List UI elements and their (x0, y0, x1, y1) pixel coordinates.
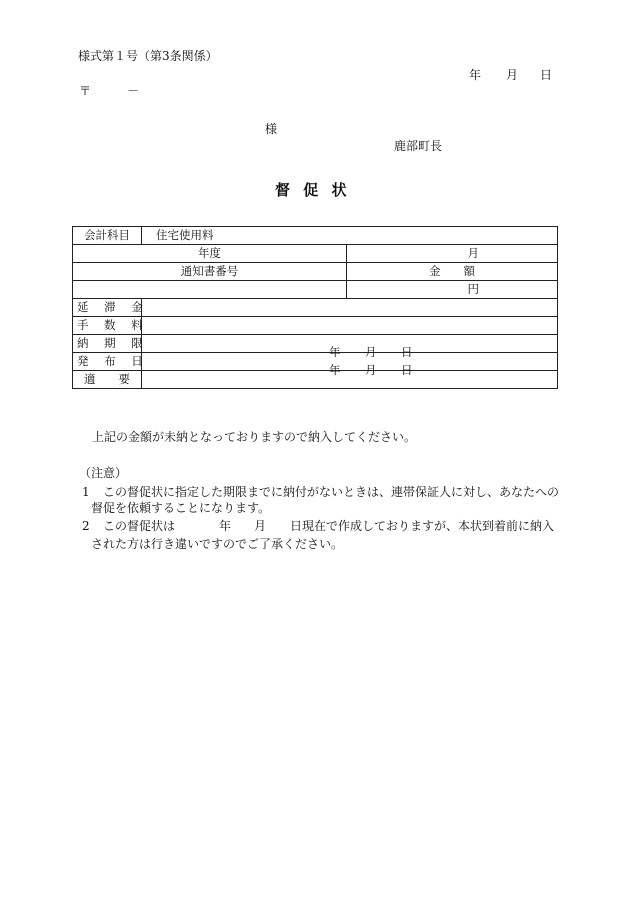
note2-prefix: この督促状は (103, 519, 176, 533)
fiscal-year-label: 年度 (73, 245, 347, 263)
table-row (73, 353, 558, 371)
note2-year: 年 (219, 519, 232, 533)
postal-dash: － (127, 84, 140, 98)
document-title: 督 促 状 (275, 181, 351, 199)
notes-heading: （注意） (79, 466, 128, 480)
table-row (73, 371, 558, 389)
due-month: 月 (365, 344, 377, 359)
due-date-label: 納 期 限 (73, 335, 142, 353)
table-row (73, 281, 558, 299)
note2-number: 2 (82, 519, 90, 533)
month-label: 月 (347, 245, 558, 263)
notice-number-value (73, 281, 347, 299)
sender-name: 鹿部町長 (394, 139, 443, 153)
remarks-label: 適 要 (73, 371, 142, 389)
account-label: 会計科目 (73, 227, 142, 245)
main-text: 上記の金額が未納となっておりますので納入してください。 (92, 430, 417, 444)
addressee-suffix: 様 (265, 122, 278, 136)
table-row (73, 335, 558, 353)
remarks-value (142, 371, 558, 389)
issue-row-day: 日 (401, 362, 413, 377)
issue-year-label: 年 (469, 68, 482, 82)
account-value: 住宅使用料 (142, 227, 558, 245)
yen-label: 円 (347, 281, 558, 299)
issue-month-label: 月 (506, 68, 519, 82)
issue-date-label: 発 布 日 (73, 353, 142, 371)
note1-number: 1 (82, 485, 90, 499)
table-row (73, 299, 558, 317)
due-date-value (142, 335, 558, 359)
note1-line1: この督促状に指定した期限までに納付がないときは、連帯保証人に対し、あなたへの (103, 485, 560, 499)
form-number: 様式第１号（第3条関係） (78, 49, 218, 63)
note2-month: 月 (254, 519, 267, 533)
note2-suffix: 日現在で作成しておりますが、本状到着前に納入 (290, 519, 555, 533)
fee-label: 手 数 料 (73, 317, 142, 335)
issue-date-value (142, 353, 558, 377)
table-row (73, 245, 558, 263)
amount-label: 金 額 (347, 263, 558, 281)
late-fee-label: 延 滞 金 (73, 299, 142, 317)
note2-line2: された方は行き違いですのでご了承ください。 (91, 537, 344, 551)
notice-table (72, 226, 558, 389)
late-fee-value (142, 299, 558, 317)
table-row (73, 317, 558, 335)
issue-row-month: 月 (365, 362, 377, 377)
due-year: 年 (329, 344, 341, 359)
notice-number-label: 通知書番号 (73, 263, 347, 281)
note1-line2: 督促を依頼することになります。 (91, 501, 271, 515)
fee-value (142, 317, 558, 335)
issue-row-year: 年 (329, 362, 341, 377)
table-row (73, 227, 558, 245)
due-day: 日 (401, 344, 413, 359)
issue-day-label: 日 (540, 68, 553, 82)
table-row (73, 263, 558, 281)
postal-mark: 〒 (79, 84, 92, 98)
